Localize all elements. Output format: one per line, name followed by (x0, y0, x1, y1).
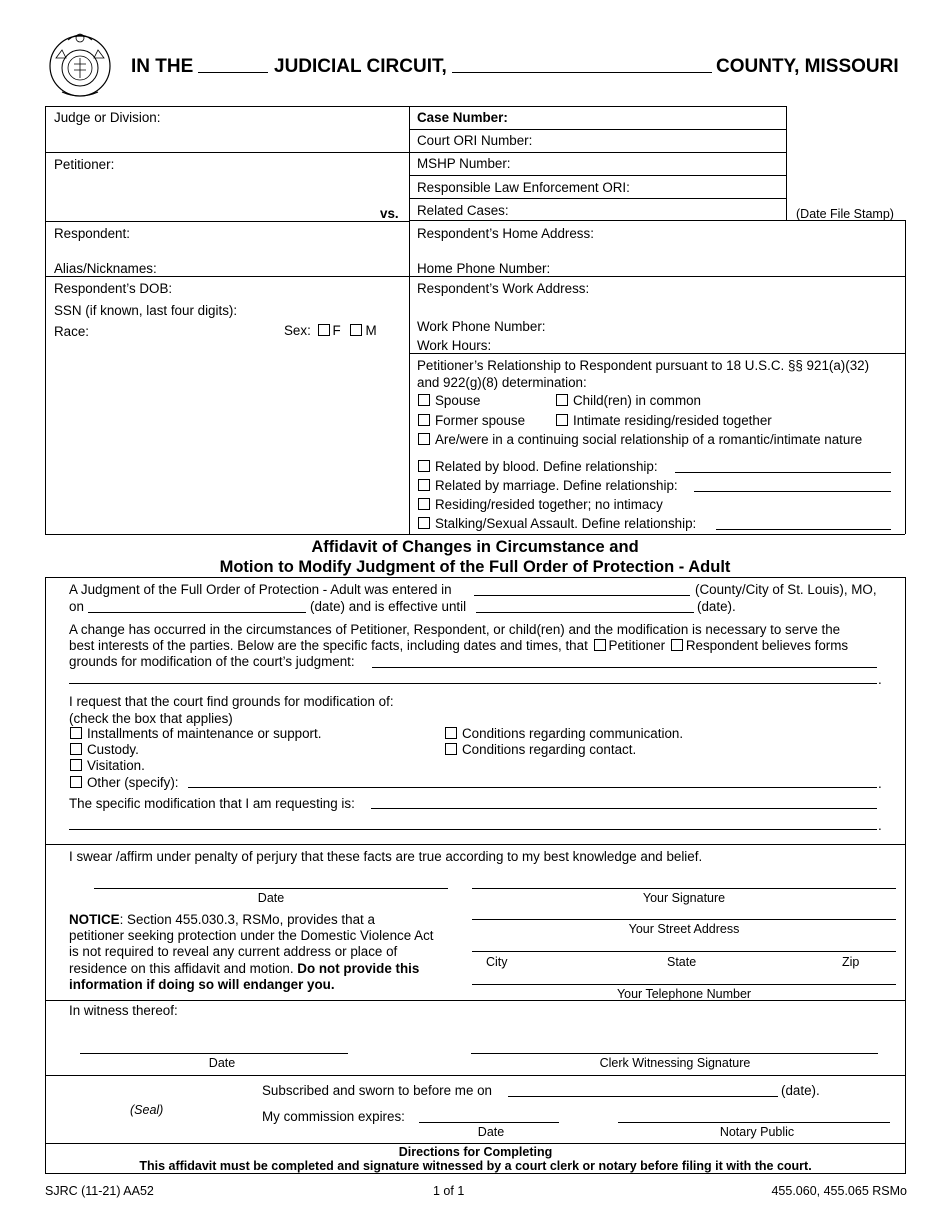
change-text-3: grounds for modification of the court’s judgment: (69, 654, 355, 669)
telephone-label: Your Telephone Number (616, 987, 752, 1001)
opt-contact-label: Conditions regarding contact. (462, 742, 637, 757)
court-ori-label: Court ORI Number: (417, 133, 533, 148)
rel-children-checkbox[interactable] (556, 394, 568, 406)
grounds-blank-1[interactable] (372, 667, 877, 668)
other-specify-blank[interactable] (188, 787, 877, 788)
subscribed-date-blank[interactable] (508, 1096, 778, 1097)
notary-public-label: Notary Public (719, 1125, 795, 1139)
your-signature-label: Your Signature (642, 891, 726, 905)
state-seal (42, 28, 118, 104)
rel-children-label: Child(ren) in common (573, 393, 701, 408)
believer-petitioner-label: Petitioner (608, 638, 666, 653)
clerk-signature-label: Clerk Witnessing Signature (599, 1056, 751, 1070)
work-hours-label: Work Hours: (417, 338, 492, 353)
rel-intimate (556, 413, 772, 429)
rel-stalking (418, 516, 696, 532)
request-text-2: (check the box that applies) (69, 711, 233, 726)
title-line-1: Affidavit of Changes in Circumstance and (311, 538, 639, 556)
subscribed-text: Subscribed and sworn to before me on (262, 1083, 493, 1098)
notice-line-3: is not required to reveal any current address or place of (69, 944, 398, 960)
ssn-label: SSN (if known, last four digits): (54, 303, 238, 318)
opt-other-checkbox[interactable] (70, 776, 82, 788)
your-signature-line[interactable] (472, 888, 896, 889)
entered-date-blank[interactable] (88, 612, 306, 613)
work-phone-label: Work Phone Number: (417, 319, 546, 334)
commission-text: My commission expires: (262, 1109, 405, 1124)
header-in-the: IN THE (131, 56, 194, 77)
rel-marriage-checkbox[interactable] (418, 479, 430, 491)
notice-label: NOTICE (69, 912, 120, 927)
specific-period: . (878, 818, 882, 833)
specific-blank-2[interactable] (69, 829, 877, 830)
sex-label: Sex: (284, 323, 311, 338)
witness-date-label: Date (208, 1056, 236, 1070)
city-label: City (486, 955, 508, 969)
date-file-stamp-label: (Date File Stamp) (796, 207, 894, 221)
sex-f-checkbox[interactable] (318, 324, 330, 336)
sex-f-label: F (332, 323, 341, 338)
opt-maintenance-checkbox[interactable] (70, 727, 82, 739)
opt-visitation-checkbox[interactable] (70, 759, 82, 771)
judgment-entered-text: A Judgment of the Full Order of Protection - Adult was entered in (69, 582, 452, 597)
change-text-2a: best interests of the parties. Below are the specific facts, including dates and times, that (69, 638, 588, 653)
header-county-missouri: COUNTY, MISSOURI (716, 56, 899, 77)
rel-intimate-label: Intimate residing/resided together (573, 413, 772, 428)
rel-former-spouse-label: Former spouse (435, 413, 526, 428)
title-line-2: Motion to Modify Judgment of the Full Order of Protection - Adult (219, 558, 731, 576)
directions-title: Directions for Completing (398, 1145, 553, 1159)
commission-date-line[interactable] (419, 1122, 559, 1123)
opt-visitation-label: Visitation. (87, 758, 145, 773)
rel-stalking-blank[interactable] (716, 529, 891, 530)
date-suffix-text: (date). (697, 599, 736, 614)
witness-label: In witness thereof: (69, 1003, 178, 1018)
specific-modification-text: The specific modification that I am requesting is: (69, 796, 355, 811)
rel-marriage-blank[interactable] (694, 491, 891, 492)
state-label: State (667, 955, 697, 969)
vs-label: vs. (380, 206, 399, 221)
notice-line-4a: residence on this affidavit and motion. (69, 960, 294, 976)
race-label: Race: (54, 324, 89, 339)
sex-m-checkbox[interactable] (350, 324, 362, 336)
opt-contact-checkbox[interactable] (445, 743, 457, 755)
rel-spouse-checkbox[interactable] (418, 394, 430, 406)
believer-respondent-label: Respondent believes forms (685, 638, 849, 653)
clerk-signature-line[interactable] (471, 1053, 878, 1054)
witness-date-line[interactable] (80, 1053, 348, 1054)
rel-blood-blank[interactable] (675, 472, 891, 473)
opt-other (70, 775, 179, 791)
relationship-intro-1: Petitioner’s Relationship to Respondent pursuant to 18 U.S.C. §§ 921(a)(32) (417, 358, 870, 373)
opt-custody-label: Custody. (87, 742, 139, 757)
zip-label: Zip (842, 955, 860, 969)
directions-text: This affidavit must be completed and signature witnessed by a court clerk or notary before filing it with the court. (139, 1159, 812, 1173)
sex-field (284, 323, 377, 339)
other-period: . (878, 776, 882, 791)
rel-blood (418, 459, 658, 475)
opt-maintenance-label: Installments of maintenance or support. (87, 726, 322, 741)
alias-label: Alias/Nicknames: (54, 261, 157, 276)
specific-blank-1[interactable] (371, 808, 877, 809)
rel-marriage-label: Related by marriage. Define relationship: (435, 478, 678, 493)
opt-maintenance (70, 726, 321, 742)
subscribed-date-suffix: (date). (781, 1083, 820, 1098)
commission-date-label: Date (477, 1125, 505, 1139)
home-phone-label: Home Phone Number: (417, 261, 551, 276)
change-text-2 (69, 638, 848, 654)
law-ori-label: Responsible Law Enforcement ORI: (417, 180, 630, 195)
request-text-1: I request that the court find grounds for modification of: (69, 694, 394, 709)
county-city-text: (County/City of St. Louis), MO, (695, 582, 877, 597)
respondent-label: Respondent: (54, 226, 130, 241)
relationship-intro-2: and 922(g)(8) determination: (417, 375, 587, 390)
rel-residing-checkbox[interactable] (418, 498, 430, 510)
petitioner-label: Petitioner: (54, 157, 115, 172)
telephone-line[interactable] (472, 984, 896, 985)
rel-residing-label: Residing/resided together; no intimacy (435, 497, 663, 512)
rel-romantic-label: Are/were in a continuing social relationship of a romantic/intimate nature (435, 432, 863, 447)
rel-stalking-checkbox[interactable] (418, 517, 430, 529)
rel-blood-checkbox[interactable] (418, 460, 430, 472)
city-state-zip-line[interactable] (472, 951, 896, 952)
rel-former-spouse (418, 413, 525, 429)
notice-line-2: petitioner seeking protection under the Domestic Violence Act (69, 928, 434, 944)
on-text: on (69, 599, 84, 614)
opt-contact (445, 742, 636, 758)
opt-custody-checkbox[interactable] (70, 743, 82, 755)
opt-communication-label: Conditions regarding communication. (462, 726, 684, 741)
street-line[interactable] (472, 919, 896, 920)
sign-date-label: Date (257, 891, 285, 905)
seal-icon (42, 28, 118, 104)
notice-paragraph (69, 912, 464, 993)
effective-until-text: (date) and is effective until (310, 599, 467, 614)
rel-romantic (418, 432, 862, 448)
rel-residing (418, 497, 663, 513)
dob-label: Respondent’s DOB: (54, 281, 173, 296)
effective-date-blank[interactable] (476, 612, 694, 613)
sex-m-label: M (365, 323, 377, 338)
notary-public-line[interactable] (618, 1122, 890, 1123)
grounds-blank-2[interactable] (69, 683, 877, 684)
rel-marriage (418, 478, 678, 494)
change-text-1: A change has occurred in the circumstances of Petitioner, Respondent, or child(ren) and the modification is necessary to serve the (69, 622, 841, 637)
rel-spouse-label: Spouse (435, 393, 481, 408)
notice-line-1: : Section 455.030.3, RSMo, provides that a (119, 912, 375, 927)
street-label: Your Street Address (628, 922, 740, 936)
seal-label: (Seal) (130, 1103, 164, 1117)
rel-stalking-label: Stalking/Sexual Assault. Define relationship: (435, 516, 697, 531)
footer-statutes: 455.060, 455.065 RSMo (771, 1184, 907, 1198)
opt-communication (445, 726, 683, 742)
work-address-label: Respondent’s Work Address: (417, 281, 590, 296)
rel-former-spouse-checkbox[interactable] (418, 414, 430, 426)
footer-page: 1 of 1 (433, 1184, 465, 1198)
opt-visitation (70, 758, 145, 774)
rel-children (556, 393, 701, 409)
judge-division-label: Judge or Division: (54, 110, 161, 125)
opt-communication-checkbox[interactable] (445, 727, 457, 739)
opt-other-label: Other (specify): (87, 775, 179, 790)
notice-line-5: information if doing so will endanger you. (69, 976, 335, 992)
rel-spouse (418, 393, 480, 409)
related-cases-label: Related Cases: (417, 203, 509, 218)
believer-respondent-checkbox[interactable] (671, 639, 683, 651)
county-entered-blank[interactable] (474, 595, 690, 596)
swear-text: I swear /affirm under penalty of perjury that these facts are true according to my best knowledge and belief. (69, 849, 703, 864)
case-number-label: Case Number: (417, 110, 508, 125)
county-blank[interactable] (452, 72, 712, 73)
notice-line-4b: Do not provide this (297, 960, 420, 976)
rel-romantic-checkbox[interactable] (418, 433, 430, 445)
rel-intimate-checkbox[interactable] (556, 414, 568, 426)
grounds-period: . (878, 672, 882, 687)
circuit-blank[interactable] (198, 72, 268, 73)
footer-form-id: SJRC (11-21) AA52 (45, 1184, 154, 1198)
home-address-label: Respondent’s Home Address: (417, 226, 594, 241)
sign-date-line[interactable] (94, 888, 448, 889)
believer-petitioner-checkbox[interactable] (594, 639, 606, 651)
mshp-label: MSHP Number: (417, 156, 511, 171)
rel-blood-label: Related by blood. Define relationship: (435, 459, 658, 474)
opt-custody (70, 742, 139, 758)
header-judicial-circuit: JUDICIAL CIRCUIT, (274, 56, 447, 77)
